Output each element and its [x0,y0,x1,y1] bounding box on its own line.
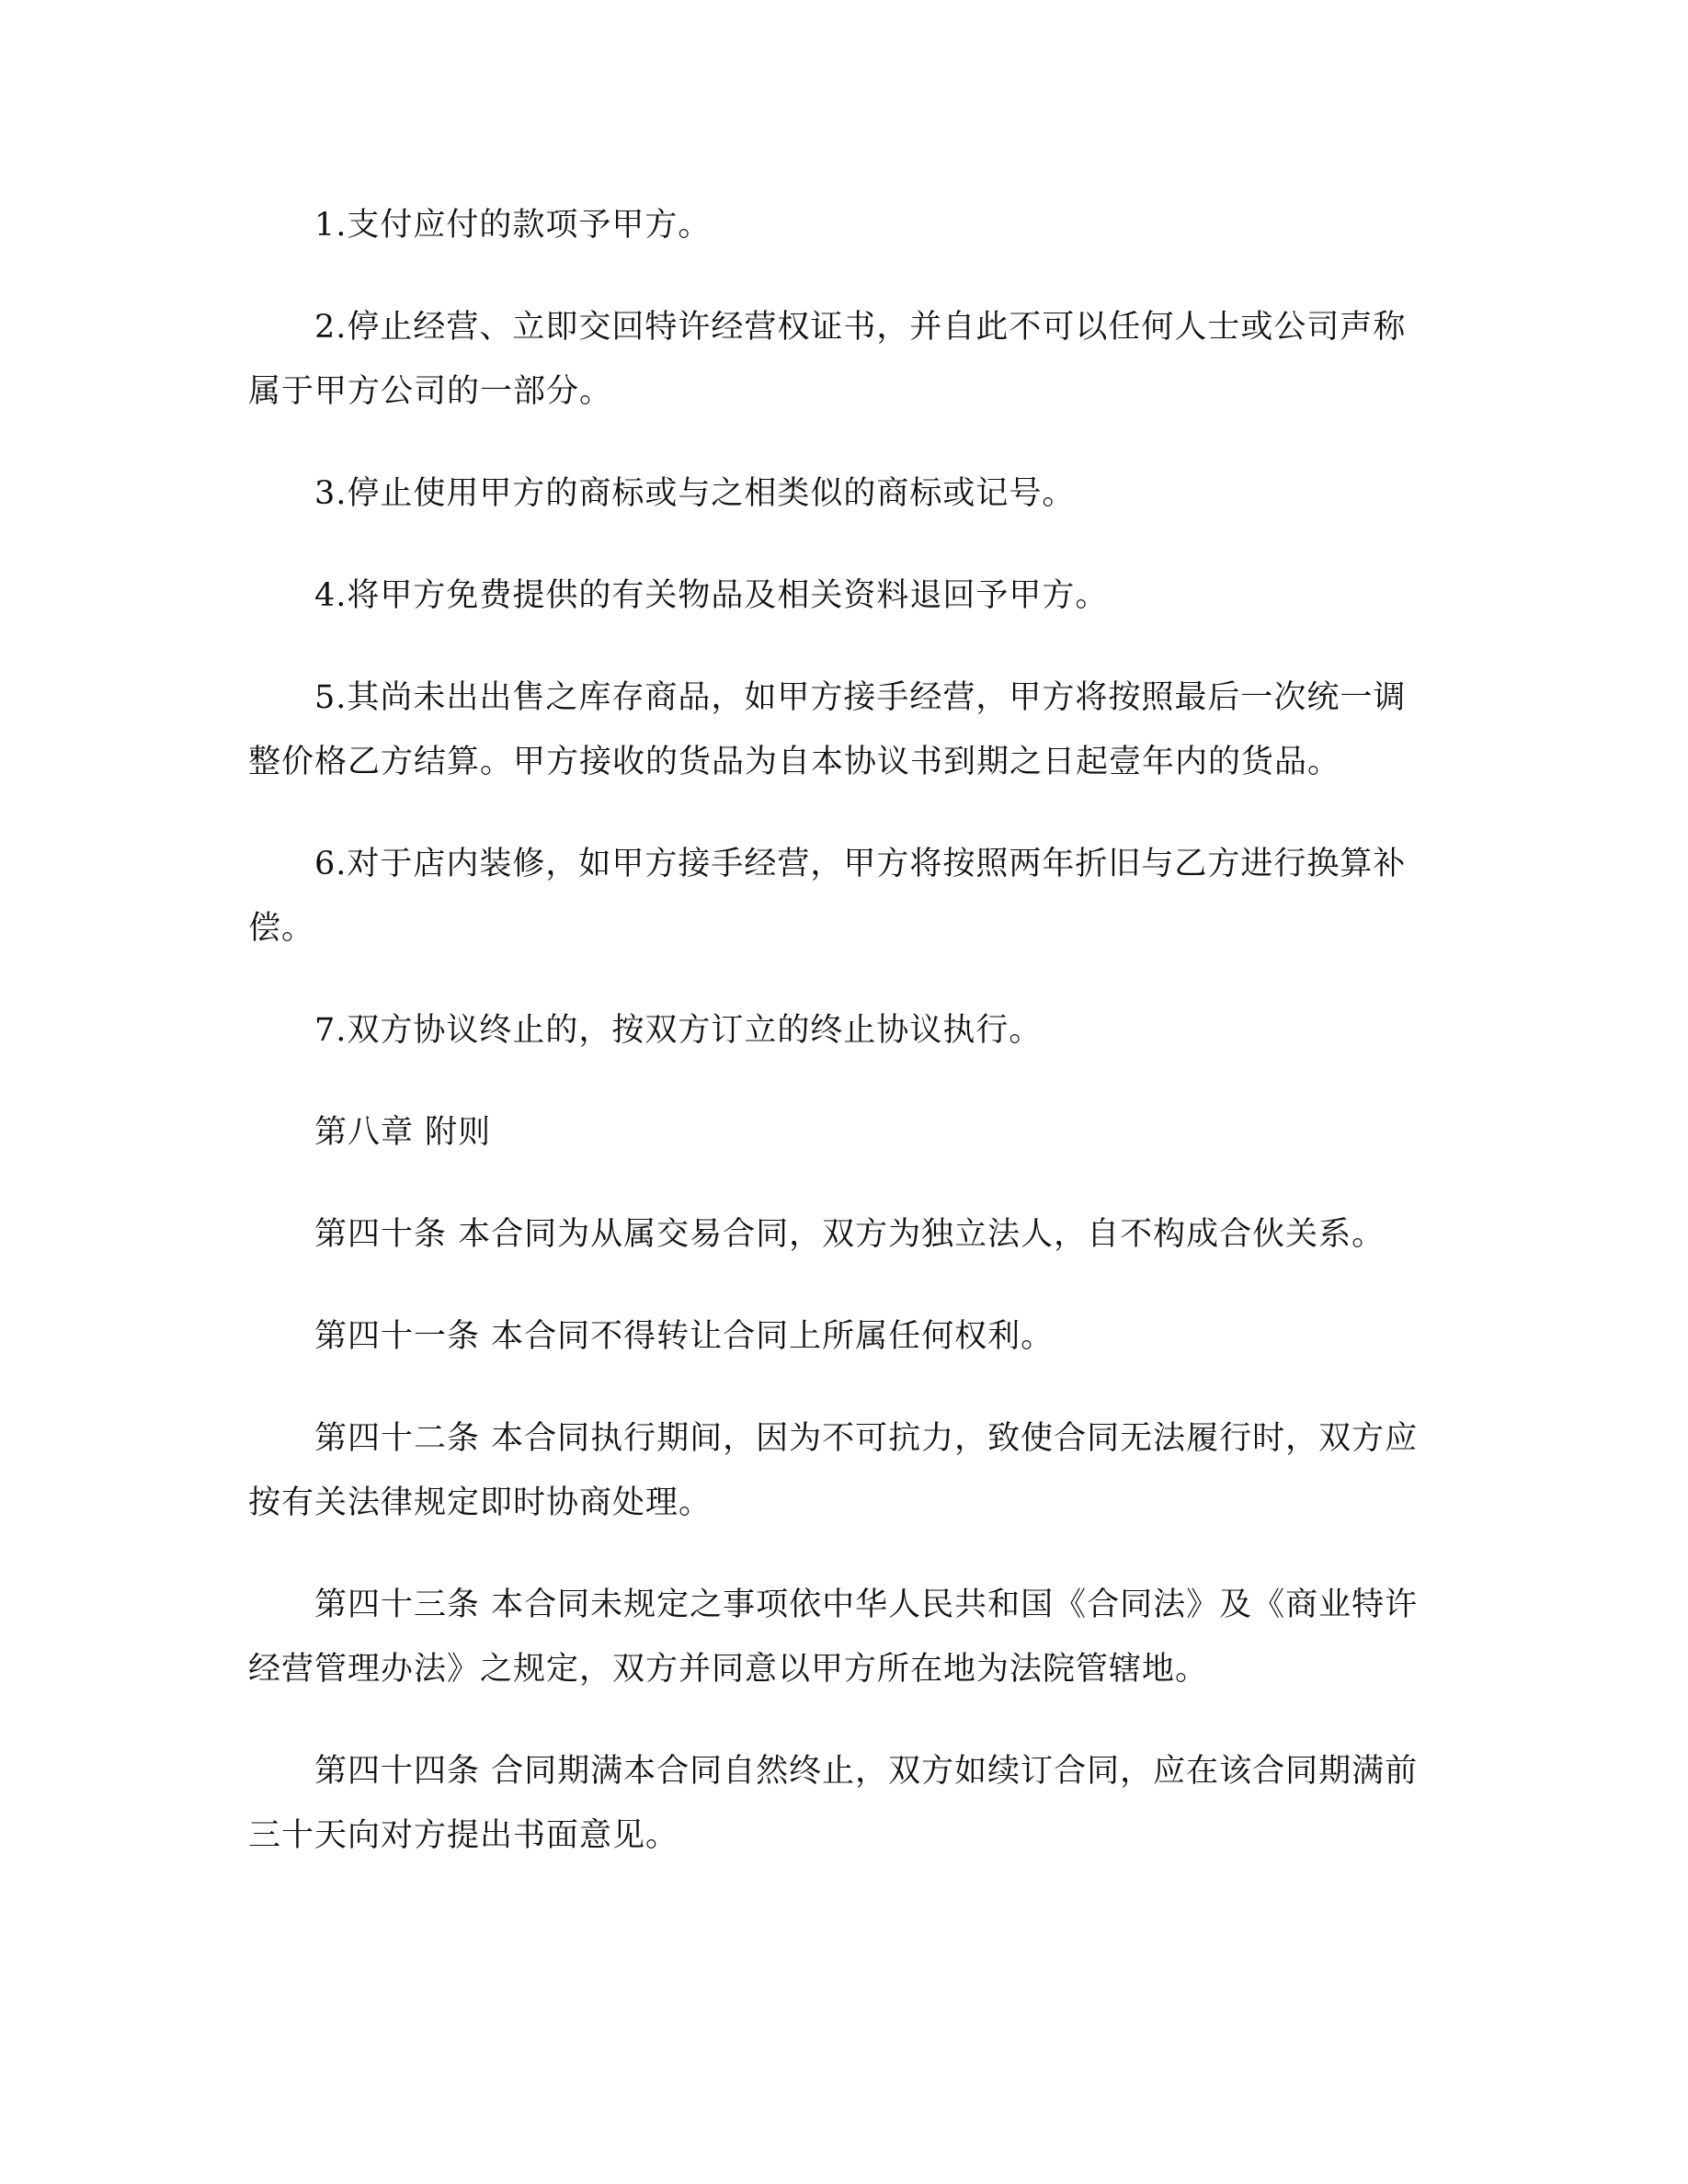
paragraph-termination-item-5: 5.其尚未出出售之库存商品，如甲方接手经营，甲方将按照最后一次统一调整价格乙方结算。甲方接收的货品为自本协议书到期之日起壹年内的货品。 [248,679,1407,780]
paragraph-termination-item-4: 4.将甲方免费提供的有关物品及相关资料退回予甲方。 [314,577,1109,614]
article-44: 第四十四条 合同期满本合同自然终止，双方如续订合同，应在该合同期满前三十天向对方提出书面意见。 [248,1753,1419,1854]
article-43: 第四十三条 本合同未规定之事项依中华人民共和国《合同法》及《商业特许经营管理办法》之规定，双方并同意以甲方所在地为法院管辖地。 [248,1587,1419,1688]
paragraph-termination-item-6: 6.对于店内装修，如甲方接手经营，甲方将按照两年折旧与乙方进行换算补偿。 [248,846,1407,947]
paragraph-termination-item-2: 2.停止经营、立即交回特许经营权证书，并自此不可以任何人士或公司声称属于甲方公司的一部分。 [248,309,1407,410]
article-42: 第四十二条 本合同执行期间，因为不可抗力，致使合同无法履行时，双方应按有关法律规定即时协商处理。 [248,1420,1419,1521]
article-41: 第四十一条 本合同不得转让合同上所属任何权利。 [314,1318,1055,1355]
paragraph-termination-item-1: 1.支付应付的款项予甲方。 [314,207,712,244]
paragraph-termination-item-7: 7.双方协议终止的，按双方订立的终止协议执行。 [314,1012,1043,1049]
chapter-heading: 第八章 附则 [314,1114,492,1151]
paragraph-termination-item-3: 3.停止使用甲方的商标或与之相类似的商标或记号。 [314,475,1076,512]
document-body [248,193,1434,1905]
article-40: 第四十条 本合同为从属交易合同，双方为独立法人，自不构成合伙关系。 [314,1216,1386,1253]
